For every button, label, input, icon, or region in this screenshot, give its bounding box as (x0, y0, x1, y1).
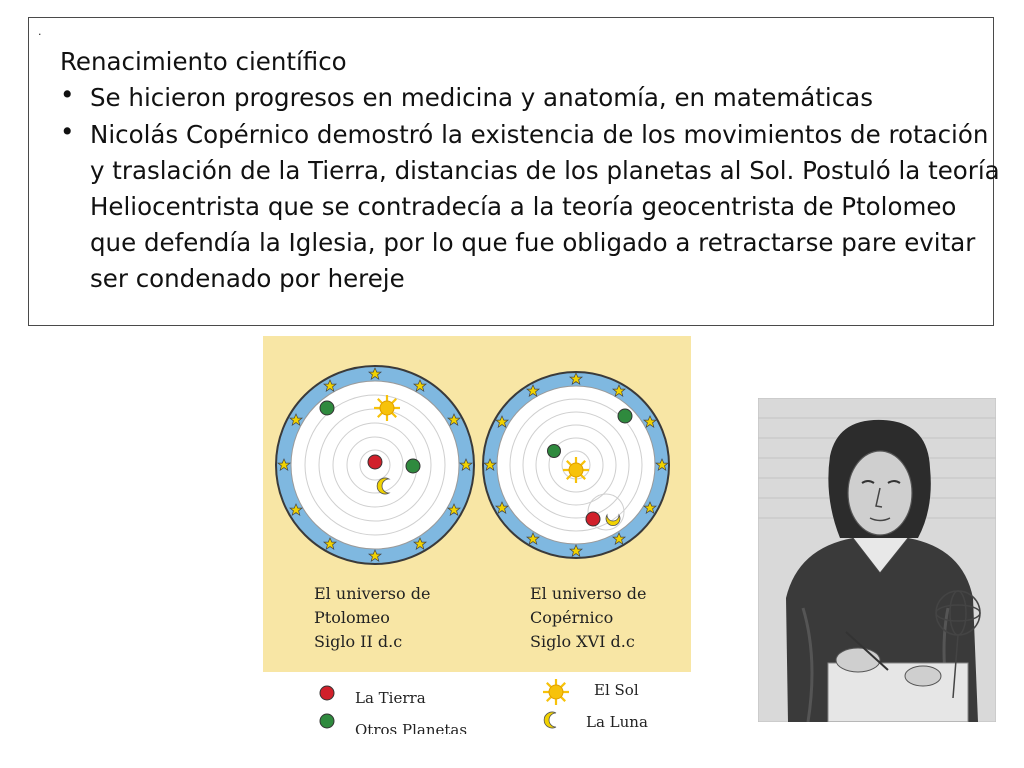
earth-icon (368, 455, 382, 469)
earth-icon (586, 512, 600, 526)
legend-sun-icon (543, 679, 569, 705)
copernico-caption-line3: Siglo XVI d.c (530, 632, 635, 651)
dot-mark: · (38, 28, 42, 41)
bullet-marker: • (60, 80, 75, 109)
universe-diagram (263, 336, 691, 734)
ptolomeo-universe (276, 366, 474, 564)
legend-earth-label: La Tierra (355, 689, 426, 707)
portrait-icon (758, 398, 996, 722)
legend-planet-label: Otros Planetas (355, 721, 468, 734)
sun-icon (563, 457, 589, 483)
bullet-text: Nicolás Copérnico demostró la existencia de los movimientos de rotación y traslación de la Tierra, distancias de los planetas al Sol. Postuló la teoría Heliocentrista que se contradecía a la teoría geocentrista de Ptolomeo que defendía la Iglesia, por lo que fue obligado a retractarse pare evitar ser condenado por hereje (90, 120, 1000, 293)
sun-icon (374, 395, 400, 421)
copernico-universe (483, 372, 669, 558)
ptolomeo-caption-line1: El universo de (314, 584, 431, 603)
legend-earth-icon (320, 686, 334, 700)
legend-planet-icon (320, 714, 334, 728)
bullet-text: Se hicieron progresos en medicina y anatomía, en matemáticas (90, 83, 873, 112)
bullet-marker: • (60, 117, 75, 146)
planet-icon (618, 409, 632, 423)
planet-icon (548, 445, 561, 458)
copernico-caption-line1: El universo de (530, 584, 647, 603)
planet-icon (320, 401, 334, 415)
slide-title: Renacimiento científico (60, 47, 347, 76)
planet-icon (406, 459, 420, 473)
legend-moon-label: La Luna (586, 713, 648, 731)
ptolomeo-caption-line2: Ptolomeo (314, 608, 390, 627)
copernico-caption-line2: Copérnico (530, 608, 614, 627)
ptolomeo-caption-line3: Siglo II d.c (314, 632, 403, 651)
legend-sun-label: El Sol (594, 681, 639, 699)
